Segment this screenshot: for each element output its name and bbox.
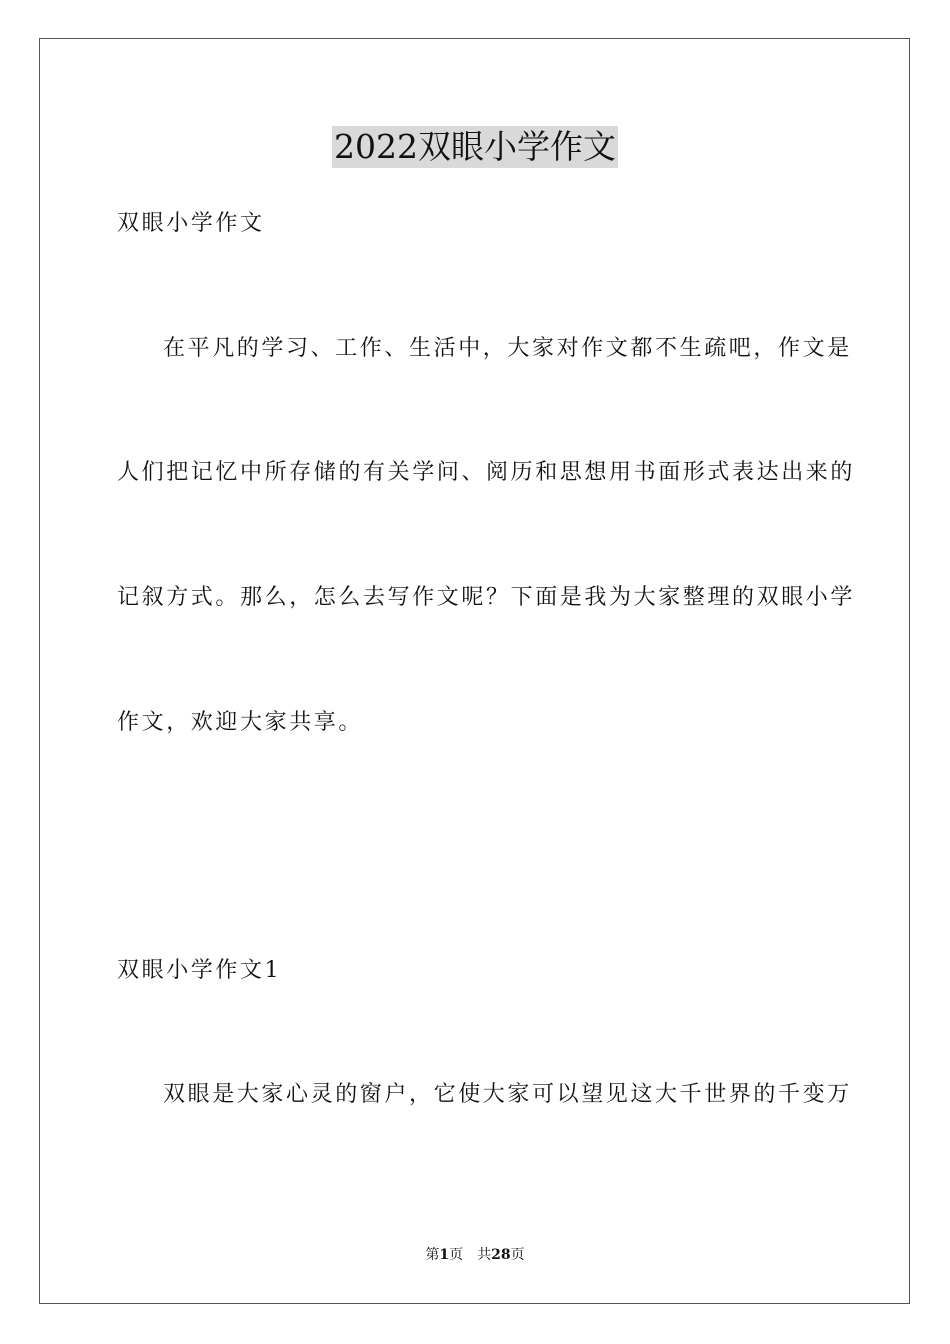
footer-total-prefix: 共 bbox=[477, 1247, 492, 1263]
page-footer bbox=[0, 1245, 950, 1265]
paragraph-line: 人们把记忆中所存储的有关学问、阅历和思想用书面形式表达出来的 bbox=[117, 460, 856, 485]
footer-page-suffix: 页 bbox=[449, 1247, 464, 1263]
paragraph-line: 记叙方式。那么，怎么去写作文呢？下面是我为大家整理的双眼小学 bbox=[117, 585, 856, 610]
document-subtitle: 双眼小学作文 bbox=[117, 211, 265, 236]
footer-total-pages: 28 bbox=[491, 1247, 511, 1263]
paragraph-line: 在平凡的学习、工作、生活中，大家对作文都不生疏吧，作文是 bbox=[163, 336, 852, 361]
document-title: 2022双眼小学作文 bbox=[334, 127, 616, 166]
section-heading: 双眼小学作文1 bbox=[117, 958, 282, 983]
footer-total-suffix: 页 bbox=[510, 1247, 525, 1263]
footer-page-number: 1 bbox=[439, 1247, 450, 1263]
footer-page-prefix: 第 bbox=[425, 1247, 440, 1263]
paragraph-line: 作文，欢迎大家共享。 bbox=[117, 710, 364, 735]
paragraph-line: 双眼是大家心灵的窗户，它使大家可以望见这大千世界的千变万 bbox=[163, 1082, 852, 1107]
title-container bbox=[0, 126, 950, 168]
